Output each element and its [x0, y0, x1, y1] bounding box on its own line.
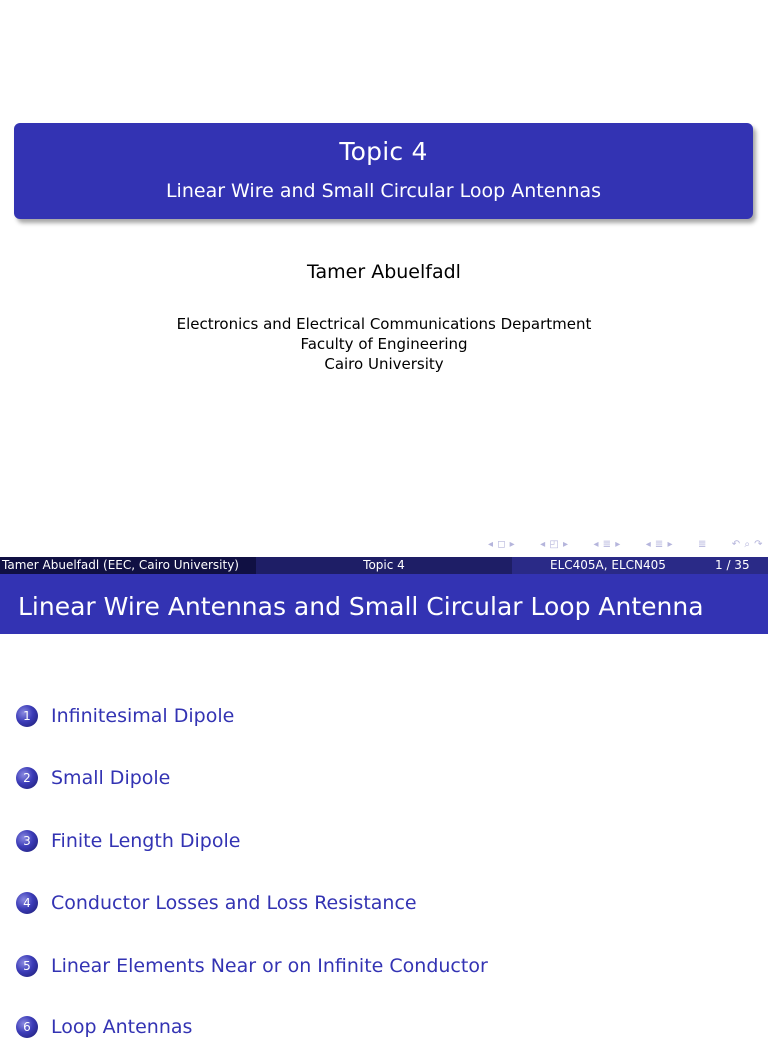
outline-frame-title: Linear Wire Antennas and Small Circular Loop Antenna — [0, 574, 768, 634]
toc-item-label[interactable]: Finite Length Dipole — [51, 830, 241, 852]
subsubsection-nav-icon[interactable]: ◂ ≣ ▸ — [645, 539, 673, 550]
footer-course-code: ELC405A, ELCN405 — [550, 558, 666, 572]
toc-number-ball-icon: 1 — [16, 705, 38, 727]
toc-number-ball-icon: 5 — [16, 955, 38, 977]
subsection-nav-icon[interactable]: ◂ ◰ ▸ — [540, 539, 569, 550]
footer-author: Tamer Abuelfadl (EEC, Cairo University) — [0, 557, 256, 574]
toc-item-label[interactable]: Small Dipole — [51, 767, 171, 789]
footer-topic: Topic 4 — [256, 557, 512, 574]
toc-item-label[interactable]: Infinitesimal Dipole — [51, 705, 235, 727]
toc-number-ball-icon: 3 — [16, 830, 38, 852]
toc-nav-icon[interactable]: ≣ — [697, 539, 707, 550]
toc-number-ball-icon: 6 — [16, 1016, 38, 1038]
toc-item-conductor-losses[interactable] — [16, 888, 417, 918]
section-nav-icon[interactable]: ◂ ≣ ▸ — [593, 539, 621, 550]
slide-footer — [0, 557, 768, 574]
frame-nav-icon[interactable]: ◂ ◻ ▸ — [488, 539, 516, 550]
slide-title: Topic 4 — [339, 137, 428, 166]
slide-subtitle: Linear Wire and Small Circular Loop Antennas — [165, 180, 602, 202]
toc-item-linear-elements[interactable] — [16, 951, 488, 981]
university-line: Cairo University — [324, 355, 444, 373]
toc-item-label[interactable]: Conductor Losses and Loss Resistance — [51, 892, 417, 914]
institution-block — [0, 314, 768, 374]
toc-item-loop-antennas[interactable] — [16, 1012, 192, 1042]
author-name: Tamer Abuelfadl — [307, 261, 461, 283]
title-block — [14, 123, 753, 219]
footer-right — [512, 557, 768, 574]
toc-number-ball-icon: 2 — [16, 767, 38, 789]
table-of-contents — [0, 634, 768, 1038]
toc-item-finite-length-dipole[interactable] — [16, 826, 240, 856]
toc-item-infinitesimal-dipole[interactable] — [16, 701, 234, 731]
toc-number-ball-icon: 4 — [16, 892, 38, 914]
beamer-navigation-bar[interactable] — [488, 539, 763, 553]
footer-page-number: 1 / 35 — [715, 558, 750, 572]
toc-item-label[interactable]: Loop Antennas — [51, 1016, 193, 1038]
toc-item-label[interactable]: Linear Elements Near or on Infinite Conductor — [51, 955, 488, 977]
faculty-line: Faculty of Engineering — [300, 335, 468, 353]
search-nav-icon[interactable]: ↶ ⌕ ↷ — [731, 539, 763, 550]
department-line: Electronics and Electrical Communications Department — [176, 315, 592, 333]
toc-item-small-dipole[interactable] — [16, 763, 170, 793]
